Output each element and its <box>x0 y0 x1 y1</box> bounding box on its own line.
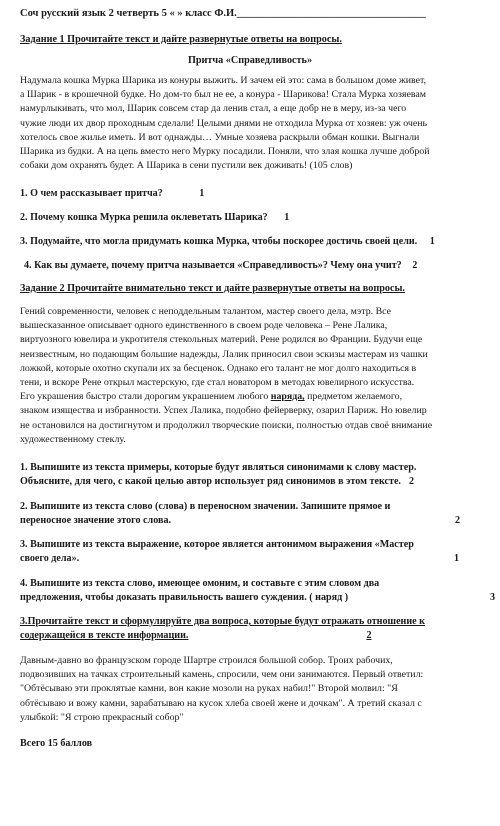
question-2-1 <box>20 461 488 490</box>
task1-heading: Задание 1 Прочитайте текст и дайте развернутые ответы на вопросы. <box>20 34 342 45</box>
question-points: 1 <box>454 553 460 565</box>
question-line: 1. Выпишите из текста примеры, которые будут являться синонимами к слову мастер. <box>20 462 417 473</box>
text-line: виртуозного ювелира и укротителя стекольных материй. Рене родился во Франции. Будучи еще <box>20 334 423 346</box>
text-line-end: предметом желаемого, <box>304 391 403 403</box>
question-points: 1 <box>199 188 205 199</box>
question-line <box>20 514 488 528</box>
document-header: Соч русский язык 2 четверть 5 « » класс Ф.И.____________________________________ <box>20 8 426 19</box>
question-text: своего дела». <box>20 553 80 565</box>
task3-text <box>20 654 488 725</box>
text-line: вышесказанное описывает одного единственного в своем роде человека – Рене Лалика, <box>20 320 388 332</box>
question-line: 3. Выпишите из текста выражение, которое является антонимом выражения «Мастер <box>20 539 414 550</box>
question-points: 1 <box>429 236 435 247</box>
text-line: подвозивших на тачках строительный камень, спросили, чем они занимаются. Первый ответил: <box>20 669 424 681</box>
total-score: Всего 15 баллов <box>20 738 93 749</box>
story-title: Притча «Справедливость» <box>187 55 313 66</box>
question-line <box>20 552 488 566</box>
text-line: ложкой, которые охотно скупали их за бесценок. Однако его талант не мог долго находиться в <box>20 362 417 374</box>
question-text: 3. Подумайте, что могла придумать кошка Мурка, чтобы поскорее достичь своей цели. <box>20 236 418 247</box>
text-line-start: Его украшения быстро стали дорогим украшением любого <box>20 391 271 403</box>
story-line: Шарика из будки. А на цепь вместо него Мурку посадили. Поняли, что злая кошка лучше доброй <box>20 146 430 158</box>
story-text <box>20 74 488 173</box>
question-1-3 <box>20 235 488 249</box>
task3-heading-text: содержащейся в тексте информации. <box>20 630 189 642</box>
question-points: 2 <box>455 515 461 527</box>
task3-heading-line <box>20 629 488 643</box>
question-text: 4. Как вы думаете, почему притча называется «Справедливость»? Чему она учит? <box>24 260 402 271</box>
question-1-2 <box>20 211 488 225</box>
highlighted-word: наряда, <box>270 391 305 403</box>
question-points: 3 <box>490 592 496 604</box>
task3-heading-line: 3.Прочитайте текст и сформулируйте два вопроса, которые будут отражать отношение к <box>20 616 426 627</box>
task2-heading: Задание 2 Прочитайте внимательно текст и дайте развернутые ответы на вопросы. <box>20 283 405 294</box>
text-line <box>20 390 488 404</box>
question-text: Объясните, для чего, с какой целью автор использует ряд синонимов в этом тексте. <box>20 476 401 488</box>
question-1-1 <box>20 187 488 201</box>
text-line: неизвестным, но подающим большие надежды, Лалик приносил свои эскизы мастерам из чашки <box>20 348 428 360</box>
story-line: хотелось свое жилье иметь. И вот однажды… Умные хозяева раскрыли обман кошки. Выгнали <box>20 131 420 143</box>
question-line <box>20 591 496 605</box>
question-1-4 <box>24 259 488 273</box>
question-text: предложения, чтобы доказать правильность вашего суждения. ( наряд ) <box>20 592 349 604</box>
question-line <box>20 475 488 489</box>
text-line: знаком изящества и избранности. Успех Лалика, подобно фейерверку, озарил Париж. Но ювелир <box>20 405 427 417</box>
text-line: обтёсываю и вожу камни, зарабатываю на кусок хлеба своей жене и дочкам". А третий сказал с <box>20 697 422 709</box>
story-line: намурлыкивать, что мол, Шарик совсем стар да ленив стал, а еще добр не в меру, из-за чего <box>20 103 407 115</box>
question-2-4 <box>20 577 496 606</box>
text-line: Давным-давно во французском городе Шартре строился большой собор. Троих рабочих, <box>20 655 393 666</box>
text-line: улыбкой: "Я строю прекрасный собор" <box>20 711 184 723</box>
text-line: Гений современности, человек с неподдельным талантом, мастер своего дела, мэтр. Все <box>20 306 392 317</box>
question-points: 2 <box>412 260 418 271</box>
question-text: переносное значение этого слова. <box>20 515 172 527</box>
question-2-2 <box>20 500 488 529</box>
story-line: чужие люди их двор проходным сделали! Целыми днями не отходила Мурка от хозяев: уж очень <box>20 117 428 129</box>
text-line: художественному стеклу. <box>20 433 126 445</box>
question-line: 2. Выпишите из текста слово (слова) в переносном значении. Запишите прямое и <box>20 501 391 512</box>
question-line: 4. Выпишите из текста слово, имеющее омоним, и составьте с этим словом два <box>20 578 380 589</box>
task3-heading <box>20 615 488 644</box>
question-text: 2. Почему кошка Мурка решила оклеветать Шарика? <box>20 212 268 223</box>
text-line: не остановился на достигнутом и продолжил творческие поиски, полностью отдав своё внимание <box>20 419 433 431</box>
task3-points: 2 <box>366 630 372 642</box>
question-points: 1 <box>284 212 290 223</box>
question-text: 1. О чем рассказывает притча? <box>20 188 163 199</box>
text-line: тени, и вскоре Рене открыл мастерскую, где стал новатором в методах ювелирного искусства. <box>20 377 415 389</box>
story-line: а Шарик - в крошечной будке. Но дом-то был не ее, а конура - Шарикова! Стала Мурка хозяевам <box>20 89 426 101</box>
story-line: собаки дом охранять будет. А Шарика в сени пустили век доживать! (105 слов) <box>20 160 353 172</box>
task2-text <box>20 305 488 447</box>
text-line: "Обтёсываю эти проклятые камни, вон какие мозоли на руках набил!" Второй молвил: "Я <box>20 683 398 695</box>
question-points: 2 <box>408 476 414 488</box>
story-line: Надумала кошка Мурка Шарика из конуры выжить. И зачем ей это: сама в большом доме живет, <box>20 75 427 86</box>
underline-blank <box>188 629 366 643</box>
question-2-3 <box>20 538 488 567</box>
